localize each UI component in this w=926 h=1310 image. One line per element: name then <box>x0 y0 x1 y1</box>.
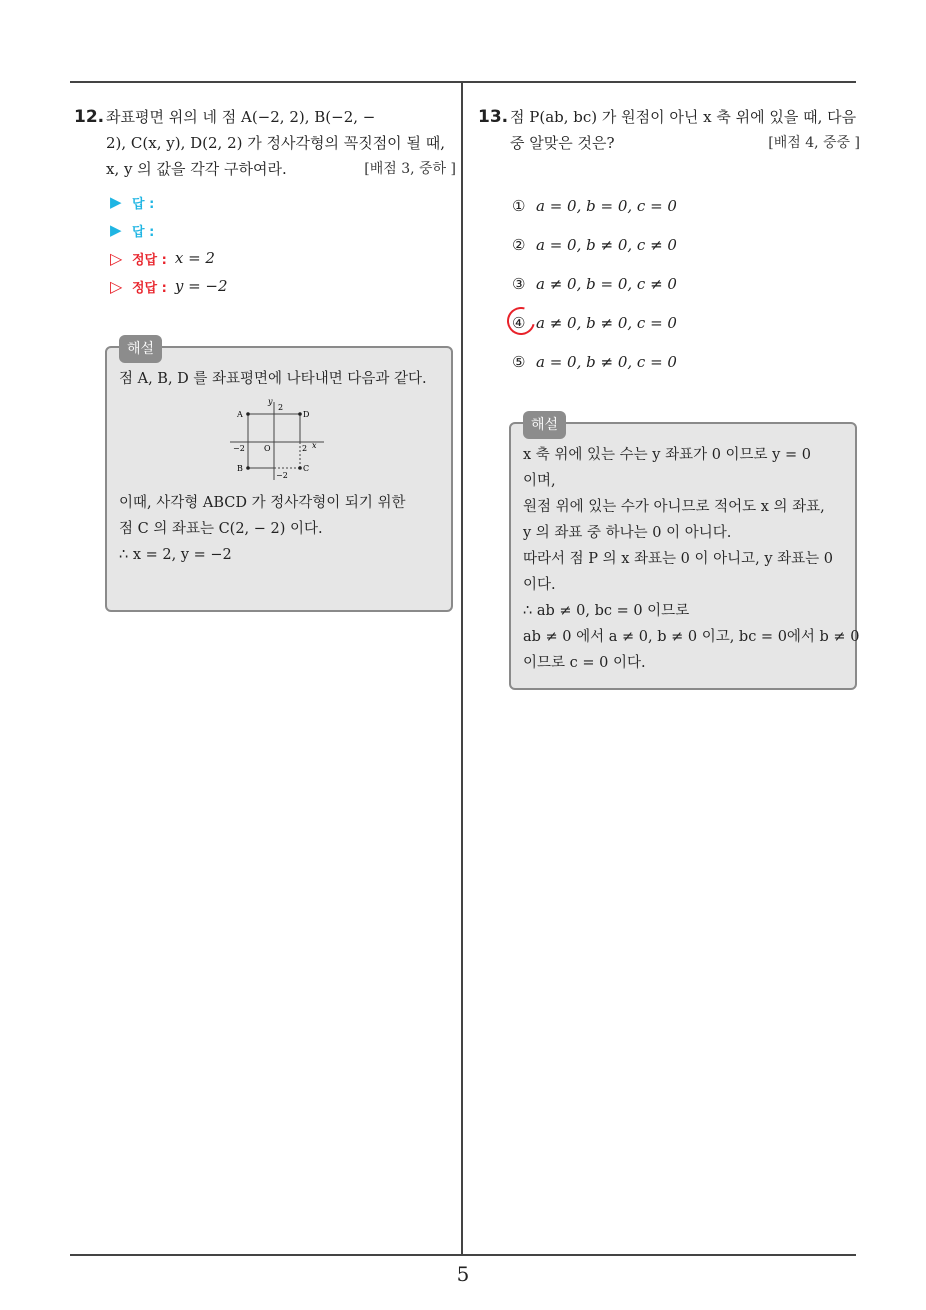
choice-4[interactable] <box>512 303 860 342</box>
choice-text: a = 0, b ≠ 0, c ≠ 0 <box>536 235 677 254</box>
answer-row[interactable] <box>110 188 456 216</box>
correct-value: y = −2 <box>174 277 228 295</box>
solution-line: ∴ ab ≠ 0, bc = 0 이므로 <box>523 603 690 619</box>
solution-line: y 의 좌표 중 하나는 0 이 아니다. <box>523 525 732 541</box>
bottom-rule <box>70 1254 856 1256</box>
answer-area <box>110 188 456 300</box>
outline-triangle-icon: ▷ <box>110 276 123 296</box>
solution-line: x 축 위에 있는 수는 y 좌표가 0 이므로 y = 0 <box>523 447 811 463</box>
selected-circle-icon <box>502 302 540 340</box>
coordinate-figure <box>224 396 334 486</box>
filled-triangle-icon: ▶ <box>110 193 122 211</box>
correct-label: 정답 : <box>132 252 167 268</box>
question-text <box>510 104 860 156</box>
question-number: 13. <box>478 107 509 127</box>
point-a-label: A <box>237 410 243 419</box>
page-number: 5 <box>456 1262 470 1286</box>
outline-triangle-icon: ▷ <box>110 248 123 268</box>
choice-mark: ③ <box>512 274 526 293</box>
solution-tag: 해설 <box>119 335 162 363</box>
score-meta: [배점 4, 중중 ] <box>768 135 860 151</box>
correct-answer-row <box>110 244 456 272</box>
correct-value: x = 2 <box>174 249 215 267</box>
choice-text: a = 0, b = 0, c = 0 <box>536 196 677 215</box>
solution-line: 따라서 점 P 의 x 좌표는 0 이 아니고, y 좌표는 0 <box>523 551 833 567</box>
score-meta: [배점 3, 중하 ] <box>364 161 456 177</box>
top-rule <box>70 81 856 83</box>
column-divider <box>461 82 463 1255</box>
choice-mark: ⑤ <box>512 352 526 371</box>
solution-line: 점 A, B, D 를 좌표평면에 나타내면 다음과 같다. <box>119 371 427 387</box>
answer-label: 답 : <box>132 224 155 240</box>
question-12 <box>74 104 456 300</box>
question-line: x, y 의 값을 각각 구하여라. <box>106 160 287 178</box>
point-c-label: C <box>303 464 310 473</box>
solution-line: ∴ x = 2, y = −2 <box>119 547 232 563</box>
correct-answer-row <box>110 272 456 300</box>
x-axis-label: x <box>312 441 317 450</box>
solution-box-12 <box>105 341 453 612</box>
origin-label: O <box>264 444 271 453</box>
question-text <box>106 104 456 182</box>
point-d-label: D <box>303 410 310 419</box>
point-b-label: B <box>237 464 243 473</box>
question-line: 2), C(x, y), D(2, 2) 가 정사각형의 꼭짓점이 될 때, <box>106 134 445 152</box>
solution-line: ab ≠ 0 에서 a ≠ 0, b ≠ 0 이고, bc = 0에서 b ≠ 0 <box>523 629 860 645</box>
choice-mark: ④ <box>512 313 526 332</box>
choice-2[interactable] <box>512 225 860 264</box>
choice-list <box>512 186 860 381</box>
question-number: 12. <box>74 107 105 127</box>
choice-5[interactable] <box>512 342 860 381</box>
solution-line: 이다. <box>523 577 556 593</box>
choice-text: a ≠ 0, b ≠ 0, c = 0 <box>536 313 677 332</box>
filled-triangle-icon: ▶ <box>110 221 122 239</box>
answer-row[interactable] <box>110 216 456 244</box>
choice-mark: ② <box>512 235 526 254</box>
answer-label: 답 : <box>132 196 155 212</box>
tick-bottom: −2 <box>276 471 288 480</box>
solution-line: 이때, 사각형 ABCD 가 정사각형이 되기 위한 <box>119 495 406 511</box>
correct-label: 정답 : <box>132 280 167 296</box>
choice-text: a = 0, b ≠ 0, c = 0 <box>536 352 677 371</box>
solution-line: 원점 위에 있는 수가 아니므로 적어도 x 의 좌표, <box>523 499 825 515</box>
choice-text: a ≠ 0, b = 0, c ≠ 0 <box>536 274 677 293</box>
choice-3[interactable] <box>512 264 860 303</box>
choice-1[interactable] <box>512 186 860 225</box>
solution-tag: 해설 <box>523 411 566 439</box>
choice-mark: ① <box>512 196 526 215</box>
question-line: 좌표평면 위의 네 점 A(−2, 2), B(−2, − <box>106 108 376 126</box>
tick-top: 2 <box>278 403 284 412</box>
question-13 <box>478 104 860 381</box>
solution-line: 점 C 의 좌표는 C(2, − 2) 이다. <box>119 521 323 537</box>
y-axis-label: y <box>268 397 273 406</box>
solution-box-13 <box>509 417 860 690</box>
tick-left: −2 <box>233 444 245 453</box>
solution-line: 이며, <box>523 473 556 489</box>
tick-right: 2 <box>302 444 308 453</box>
question-line: 중 알맞은 것은? <box>510 134 615 152</box>
solution-line: 이므로 c = 0 이다. <box>523 655 646 671</box>
question-line: 점 P(ab, bc) 가 원점이 아닌 x 축 위에 있을 때, 다음 <box>510 108 857 126</box>
